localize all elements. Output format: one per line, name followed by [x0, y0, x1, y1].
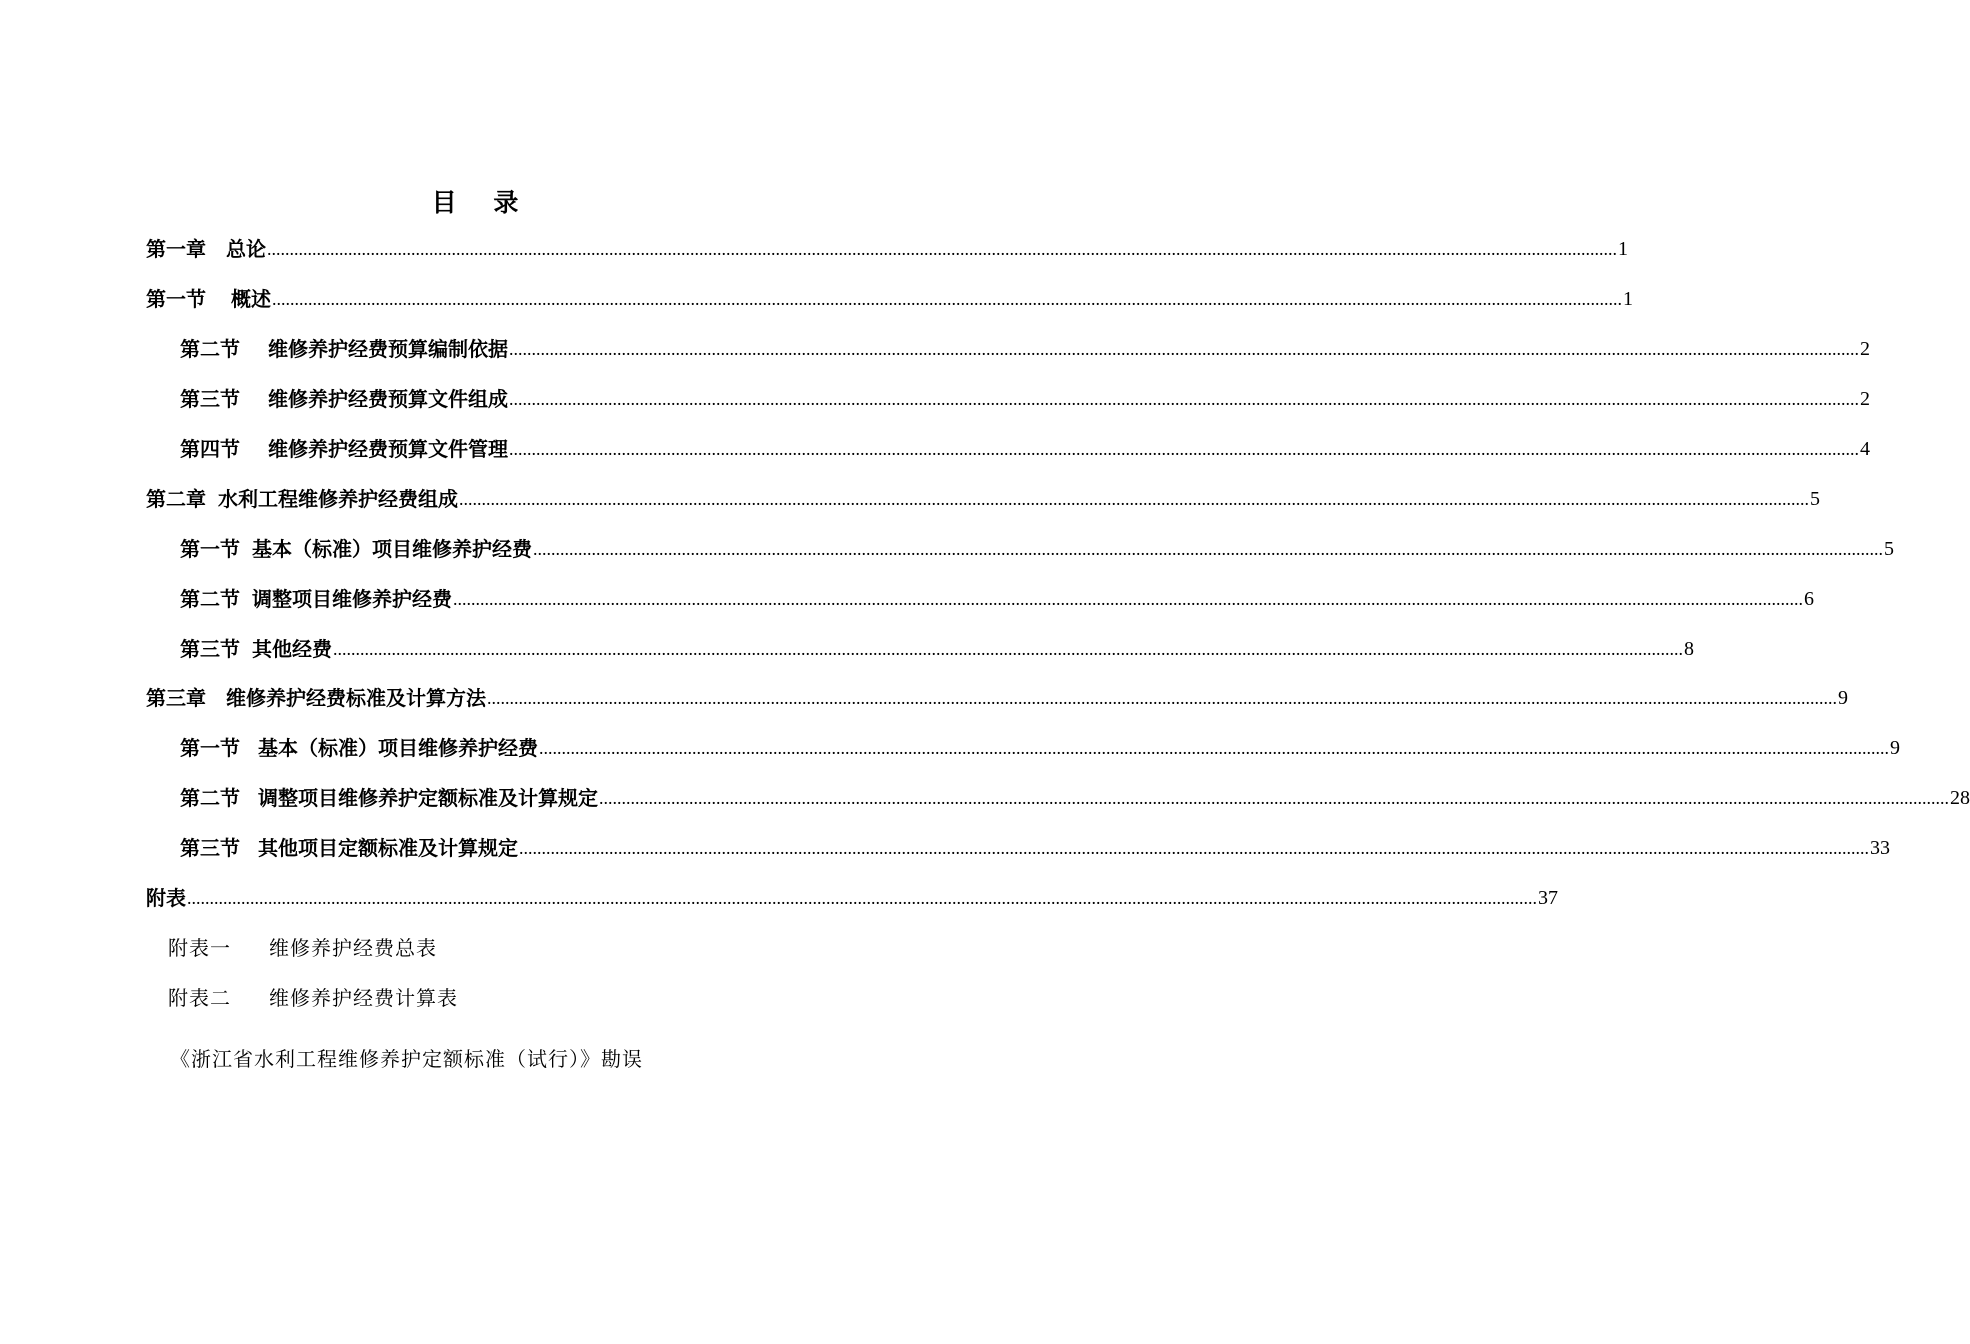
dot-leader: ............................................................................................................................................................................................................................................................................................................ — [459, 489, 1809, 509]
appendix-item[interactable] — [168, 982, 458, 1014]
toc-entry-label: 第三节 — [180, 387, 240, 411]
appendix-item-label: 附表一 — [168, 936, 231, 960]
toc-entry[interactable] — [180, 533, 1894, 565]
dot-leader: ............................................................................................................................................................................................................................................................................................................ — [599, 788, 1949, 808]
toc-entry[interactable] — [146, 682, 1848, 714]
toc-entry-label: 第二节 — [180, 786, 240, 810]
dot-leader: ............................................................................................................................................................................................................................................................................................................ — [267, 239, 1617, 259]
toc-entry[interactable] — [146, 483, 1820, 515]
toc-entry-page: 4 — [1860, 438, 1870, 460]
toc-entry-label: 第三章 — [146, 686, 206, 710]
toc-entry[interactable] — [180, 832, 1890, 864]
toc-entry-page: 2 — [1860, 338, 1870, 360]
dot-leader: ............................................................................................................................................................................................................................................................................................................ — [509, 339, 1859, 359]
toc-entry-text: 总论 — [226, 237, 266, 261]
errata-line[interactable]: 《浙江省水利工程维修养护定额标准（试行）》勘误 — [170, 1047, 643, 1071]
toc-entry-label: 第二节 — [180, 587, 240, 611]
dot-leader: ............................................................................................................................................................................................................................................................................................................ — [533, 539, 1883, 559]
toc-entry-page: 6 — [1804, 588, 1814, 610]
dot-leader: ............................................................................................................................................................................................................................................................................................................ — [509, 439, 1859, 459]
dot-leader: ............................................................................................................................................................................................................................................................................................................ — [453, 589, 1803, 609]
toc-entry-page: 33 — [1870, 837, 1890, 859]
toc-entry-label: 第一节 — [146, 287, 206, 311]
toc-entry-label: 第二章 — [146, 487, 206, 511]
toc-entry-text: 基本（标准）项目维修养护经费 — [252, 537, 532, 561]
toc-entry-label: 附表 — [146, 886, 186, 910]
toc-entry-text: 水利工程维修养护经费组成 — [218, 487, 458, 511]
toc-entry[interactable] — [180, 633, 1694, 665]
toc-entry[interactable] — [180, 383, 1870, 415]
toc-entry-page: 9 — [1838, 687, 1848, 709]
toc-entry[interactable] — [180, 732, 1900, 764]
toc-entry-label: 第一节 — [180, 736, 240, 760]
toc-entry[interactable] — [180, 333, 1870, 365]
toc-entry-text: 其他项目定额标准及计算规定 — [258, 836, 518, 860]
toc-entry[interactable] — [146, 882, 1558, 914]
toc-entry-label: 第四节 — [180, 437, 240, 461]
dot-leader: ............................................................................................................................................................................................................................................................................................................ — [333, 639, 1683, 659]
toc-entry-page: 28 — [1950, 787, 1970, 809]
toc-entry-text: 维修养护经费预算编制依据 — [268, 337, 508, 361]
toc-entry-text: 维修养护经费预算文件组成 — [268, 387, 508, 411]
toc-entry-page: 1 — [1618, 238, 1628, 260]
appendix-item-text: 维修养护经费计算表 — [269, 986, 458, 1010]
toc-entry-label: 第三节 — [180, 637, 240, 661]
toc-entry-page: 5 — [1810, 488, 1820, 510]
toc-entry-text: 维修养护经费标准及计算方法 — [226, 686, 486, 710]
appendix-item[interactable] — [168, 932, 437, 964]
toc-entry-text: 维修养护经费预算文件管理 — [268, 437, 508, 461]
dot-leader: ............................................................................................................................................................................................................................................................................................................ — [509, 389, 1859, 409]
appendix-item-text: 维修养护经费总表 — [269, 936, 437, 960]
toc-entry-label: 第二节 — [180, 337, 240, 361]
toc-entry-text: 其他经费 — [252, 637, 332, 661]
dot-leader: ............................................................................................................................................................................................................................................................................................................ — [539, 738, 1889, 758]
toc-entry-page: 2 — [1860, 388, 1870, 410]
toc-entry-text: 调整项目维修养护定额标准及计算规定 — [258, 786, 598, 810]
toc-entry-label: 第一节 — [180, 537, 240, 561]
toc-entry-text: 基本（标准）项目维修养护经费 — [258, 736, 538, 760]
toc-entry-text: 调整项目维修养护经费 — [252, 587, 452, 611]
toc-entry-label: 第一章 — [146, 237, 206, 261]
toc-entry[interactable] — [180, 583, 1814, 615]
dot-leader: ............................................................................................................................................................................................................................................................................................................ — [487, 688, 1837, 708]
toc-entry-label: 第三节 — [180, 836, 240, 860]
toc-entry-page: 9 — [1890, 737, 1900, 759]
toc-entry[interactable] — [180, 782, 1970, 814]
toc-entry-page: 8 — [1684, 638, 1694, 660]
toc-entry[interactable] — [146, 233, 1628, 265]
dot-leader: ............................................................................................................................................................................................................................................................................................................ — [272, 289, 1622, 309]
toc-entry[interactable] — [180, 433, 1870, 465]
dot-leader: ............................................................................................................................................................................................................................................................................................................ — [187, 888, 1537, 908]
appendix-item-label: 附表二 — [168, 986, 231, 1010]
toc-entry-text: 概述 — [231, 287, 271, 311]
toc-entry-page: 5 — [1884, 538, 1894, 560]
dot-leader: ............................................................................................................................................................................................................................................................................................................ — [519, 838, 1869, 858]
toc-entry-page: 37 — [1538, 887, 1558, 909]
toc-entry-page: 1 — [1623, 288, 1633, 310]
toc-entry[interactable] — [146, 283, 1633, 315]
toc-title: 目 录 — [431, 188, 533, 217]
